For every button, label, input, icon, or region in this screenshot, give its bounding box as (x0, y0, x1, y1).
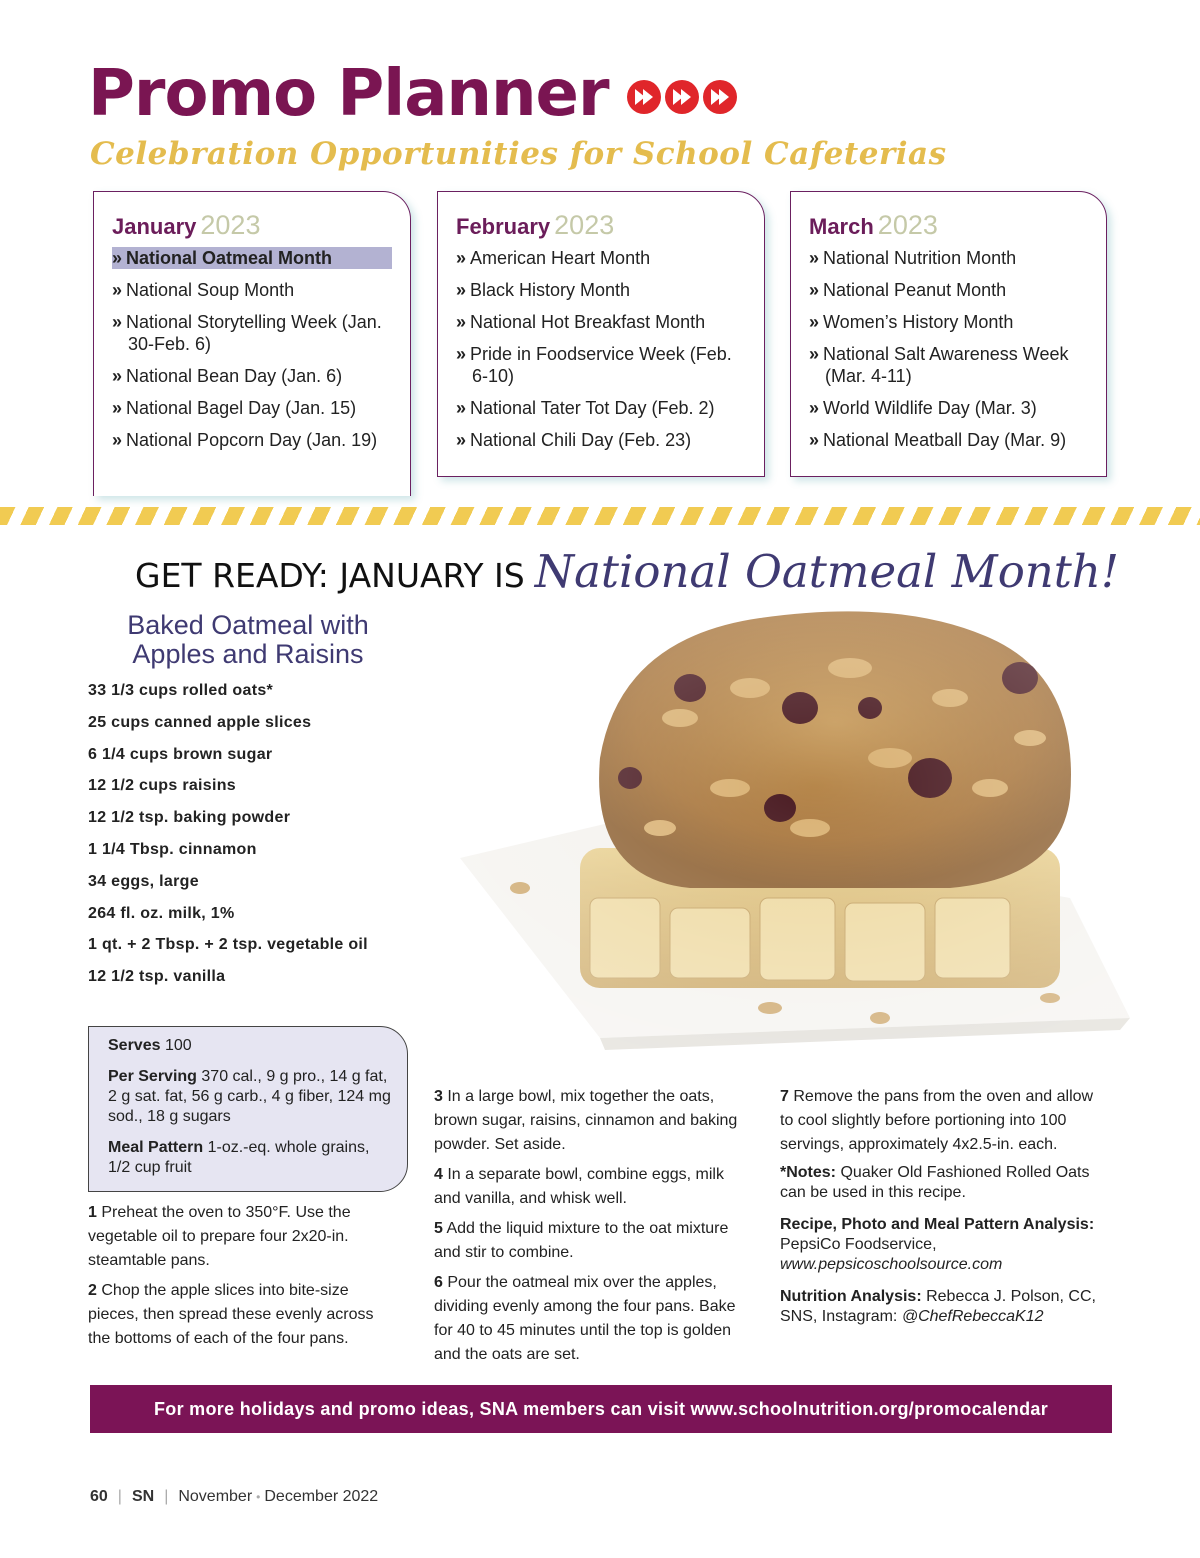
issue-dot: • (256, 1490, 261, 1504)
steps-column-3 (780, 1085, 1110, 1339)
month-year: 2023 (877, 210, 938, 240)
steps-column-2 (434, 1085, 752, 1373)
recipe-step: 6 Pour the oatmeal mix over the apples, dividing evenly among the four pans. Bake for 40 to 45 minutes until the top is golden and the oats are set. (434, 1274, 736, 1363)
promo-calendar-banner: For more holidays and promo ideas, SNA members can visit www.schoolnutrition.org/promocalendar (90, 1385, 1112, 1433)
event-item: » National Bean Day (Jan. 6) (112, 366, 343, 386)
month-heading (456, 210, 748, 241)
event-item: » National Chili Day (Feb. 23) (456, 430, 692, 450)
recipe-step: 1 Preheat the oven to 350°F. Use the vegetable oil to prepare four 2x20-in. steamtable pans. (88, 1204, 351, 1269)
page-number: 60 (90, 1488, 108, 1505)
nutrition-analysis-credit: Nutrition Analysis: Rebecca J. Polson, CC, SNS, Instagram: @ChefRebeccaK12 (780, 1288, 1096, 1325)
feature-heading (135, 545, 1119, 598)
issue-month-a: November (178, 1488, 253, 1505)
event-item: » National Soup Month (112, 280, 295, 300)
event-list (112, 247, 394, 451)
feature-highlight: National Oatmeal Month! (534, 545, 1119, 598)
masthead (88, 57, 737, 131)
month-heading (112, 210, 394, 241)
steps-column-1 (88, 1201, 398, 1357)
credit-url: www.pepsicoschoolsource.com (780, 1256, 1003, 1273)
recipe-title: Baked Oatmeal with Apples and Raisins (127, 610, 369, 669)
ingredient-list (88, 680, 368, 998)
page-subtitle: Celebration Opportunities for School Cafeterias (90, 136, 947, 172)
event-item: » National Salt Awareness Week (Mar. 4-11) (809, 344, 1069, 386)
ingredient-item: 25 cups canned apple slices (88, 713, 312, 731)
month-year: 2023 (200, 210, 261, 240)
event-item: » National Peanut Month (809, 280, 1007, 300)
event-item: » Women’s History Month (809, 312, 1014, 332)
event-item: » Pride in Foodservice Week (Feb. 6-10) (456, 344, 732, 386)
calendar-february (437, 191, 765, 477)
recipe-step: 4 In a separate bowl, combine eggs, milk and vanilla, and whisk well. (434, 1166, 724, 1207)
event-item-highlighted: » National Oatmeal Month (112, 247, 392, 269)
event-item: » National Meatball Day (Mar. 9) (809, 430, 1067, 450)
event-item: » National Tater Tot Day (Feb. 2) (456, 398, 715, 418)
fast-forward-icons (627, 80, 737, 114)
ingredient-item: 12 1/2 tsp. vanilla (88, 968, 226, 986)
event-item: » American Heart Month (456, 248, 651, 268)
event-list (809, 247, 1090, 451)
recipe-step: 2 Chop the apple slices into bite-size pieces, then spread these evenly across the bottoms of each of the four pans. (88, 1282, 374, 1347)
ingredient-item: 1 qt. + 2 Tbsp. + 2 tsp. vegetable oil (88, 936, 368, 954)
page-title: Promo Planner (88, 57, 609, 131)
baked-oatmeal-photo (430, 598, 1200, 1068)
month-name: March (809, 214, 874, 239)
ingredient-item: 6 1/4 cups brown sugar (88, 745, 273, 763)
recipe-step: 5 Add the liquid mixture to the oat mixture and stir to combine. (434, 1220, 729, 1261)
fast-forward-icon (703, 80, 737, 114)
calendar-january (93, 191, 411, 496)
month-name: January (112, 214, 197, 239)
ingredient-item: 34 eggs, large (88, 872, 199, 890)
calendar-march (790, 191, 1107, 477)
per-serving-line: Per Serving 370 cal., 9 g pro., 14 g fat, 2 g sat. fat, 56 g carb., 4 g fiber, 124 mg sod., 18 g sugars (108, 1068, 391, 1125)
event-list (456, 247, 748, 451)
ingredient-item: 264 fl. oz. milk, 1% (88, 904, 235, 922)
event-item: » National Bagel Day (Jan. 15) (112, 398, 357, 418)
stripe-divider (0, 507, 1200, 525)
event-item: » World Wildlife Day (Mar. 3) (809, 398, 1037, 418)
month-name: February (456, 214, 551, 239)
nutrition-info-box (88, 1026, 408, 1192)
issue-month-b: December 2022 (264, 1488, 379, 1505)
fast-forward-icon (627, 80, 661, 114)
ingredient-item: 33 1/3 cups rolled oats* (88, 682, 274, 699)
ingredient-item: 12 1/2 cups raisins (88, 777, 237, 795)
recipe-credit: Recipe, Photo and Meal Pattern Analysis: PepsiCo Foodservice, www.pepsicoschoolsource.com (780, 1216, 1095, 1273)
fast-forward-icon (665, 80, 699, 114)
feature-lead: GET READY: JANUARY IS (135, 556, 525, 595)
month-heading (809, 210, 1090, 241)
instagram-handle: @ChefRebeccaK12 (901, 1308, 1044, 1325)
event-item: » National Hot Breakfast Month (456, 312, 706, 332)
page-footer: 60 | SN | November • December 2022 (90, 1488, 379, 1505)
event-item: » National Nutrition Month (809, 248, 1017, 268)
meal-pattern-line: Meal Pattern 1-oz.-eq. whole grains, 1/2 cup fruit (108, 1139, 370, 1176)
recipe-step: 3 In a large bowl, mix together the oats, brown sugar, raisins, cinnamon and baking powder. Set aside. (434, 1088, 738, 1153)
ingredient-item: 12 1/2 tsp. baking powder (88, 809, 291, 827)
recipe-notes: *Notes: Quaker Old Fashioned Rolled Oats can be used in this recipe. (780, 1164, 1090, 1201)
serves-line: Serves 100 (108, 1037, 192, 1054)
recipe-step: 7 Remove the pans from the oven and allow to cool slightly before portioning into 100 servings, approximately 4x2.5-in. each. (780, 1088, 1094, 1153)
event-item: » National Popcorn Day (Jan. 19) (112, 430, 378, 450)
event-item: » Black History Month (456, 280, 631, 300)
month-year: 2023 (554, 210, 615, 240)
magazine-name: SN (131, 1488, 155, 1505)
event-item: » National Storytelling Week (Jan. 30-Feb. 6) (112, 312, 382, 354)
ingredient-item: 1 1/4 Tbsp. cinnamon (88, 840, 257, 858)
